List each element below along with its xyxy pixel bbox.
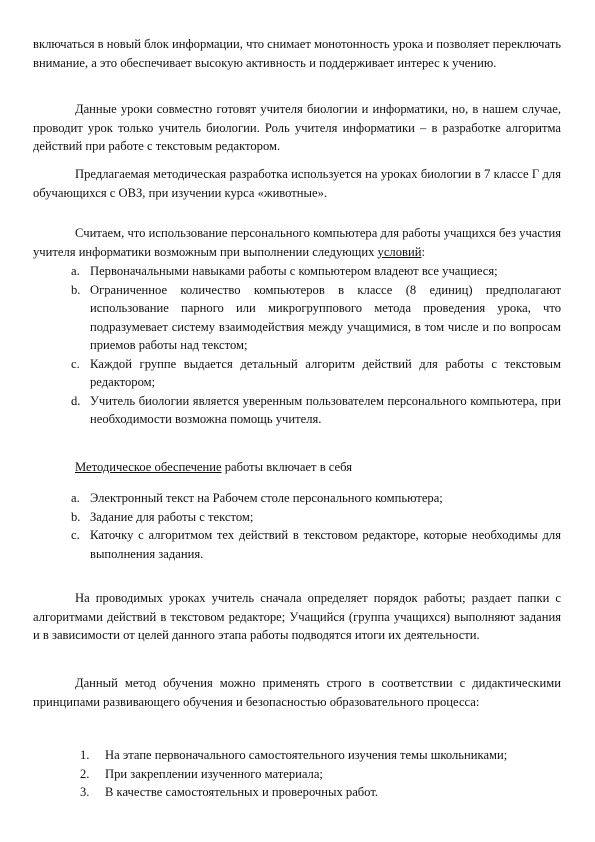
list-marker: 2. xyxy=(80,766,90,781)
list-marker: 3. xyxy=(80,785,90,799)
list-item-text: В качестве самостоятельных и проверочных работ. xyxy=(105,785,379,799)
list-item-text: Ограниченное количество компьютеров в классе (8 единиц) предполагают использование парного или микрогруппового метода проведения урока, что подразумевает систему взаимодействия между учащимися, в том числе и по вопросам приемов работы над текстом; xyxy=(90,282,561,352)
list-marker: b. xyxy=(71,509,81,524)
support-heading: Методическое обеспечение xyxy=(75,460,222,474)
list-item xyxy=(33,783,561,802)
support-heading-rest: работы включает в себя xyxy=(221,460,353,474)
paragraph-conditions xyxy=(33,224,561,261)
conditions-list xyxy=(33,262,561,429)
list-item xyxy=(33,489,561,508)
conditions-intro: Считаем, что использование персонального компьютера для работы учащихся без участия учителя информатики возможным при выполнении следующих xyxy=(33,226,561,259)
list-item xyxy=(33,355,561,392)
list-item-text: Первоначальными навыками работы с компьютером владеют все учащиеся; xyxy=(90,264,498,278)
list-item-text: На этапе первоначального самостоятельного изучения темы школьниками; xyxy=(105,748,508,762)
paragraph-continuation xyxy=(33,35,561,72)
list-item-text: Каждой группе выдается детальный алгоритм действий для работы с текстовым редактором; xyxy=(90,356,561,389)
list-marker: b. xyxy=(71,282,81,297)
paragraph-method xyxy=(33,674,561,711)
paragraph-text: Предлагаемая методическая разработка используется на уроках биологии в 7 классе Г для обучающихся с ОВЗ, при изучении курса «животные». xyxy=(33,167,561,200)
list-item xyxy=(33,746,561,765)
list-marker: a. xyxy=(71,264,80,278)
list-item xyxy=(33,392,561,429)
paragraph-text: Данный метод обучения можно применять строго в соответствии с дидактическими принципами развивающего обучения и безопасностью образовательного процесса: xyxy=(33,676,561,709)
list-item-text: Электронный текст на Рабочем столе персонального компьютера; xyxy=(90,491,443,505)
list-item xyxy=(33,508,561,527)
list-marker: a. xyxy=(71,491,80,505)
list-marker: 1. xyxy=(80,748,90,762)
conditions-underlined-word: условий xyxy=(377,244,422,259)
paragraph-teachers xyxy=(33,100,561,156)
conditions-colon: : xyxy=(421,244,425,259)
paragraph-text: На проводимых уроках учитель сначала определяет порядок работы; раздает папки с алгоритмами действий в текстовом редакторе; Учащийся (группа учащихся) выполняют задания и в зависимости от целей данного этапа работы подводятся итоги их деятельности. xyxy=(33,591,561,642)
paragraph-text: включаться в новый блок информации, что снимает монотонность урока и позволяет переключать внимание, а это обеспечивает высокую активность и поддерживает интерес к учению. xyxy=(33,37,561,70)
list-marker: c. xyxy=(71,528,80,542)
list-marker: c. xyxy=(71,356,80,371)
paragraph-support xyxy=(33,458,561,477)
paragraph-lessons xyxy=(33,589,561,645)
usage-list xyxy=(33,746,561,802)
list-item-text: При закреплении изученного материала; xyxy=(105,766,323,781)
paragraph-text xyxy=(33,224,561,261)
list-item xyxy=(33,765,561,784)
list-item-text: Каточку с алгоритмом тех действий в текстовом редакторе, которые необходимы для выполнения задания. xyxy=(90,528,561,561)
list-item xyxy=(33,526,561,563)
support-list xyxy=(33,489,561,563)
list-item-text: Учитель биологии является уверенным пользователем персонального компьютера, при необходимости возможна помощь учителя. xyxy=(90,393,561,426)
paragraph-text xyxy=(33,458,561,477)
paragraph-text: Данные уроки совместно готовят учителя биологии и информатики, но, в нашем случае, проводит урок только учитель биологии. Роль учителя информатики – в разработке алгоритма действий при работе с текстовым редактором. xyxy=(33,102,561,153)
list-item xyxy=(33,281,561,355)
list-item xyxy=(33,262,561,281)
paragraph-grade xyxy=(33,165,561,202)
list-item-text: Задание для работы с текстом; xyxy=(90,509,254,524)
list-marker: d. xyxy=(71,393,81,408)
